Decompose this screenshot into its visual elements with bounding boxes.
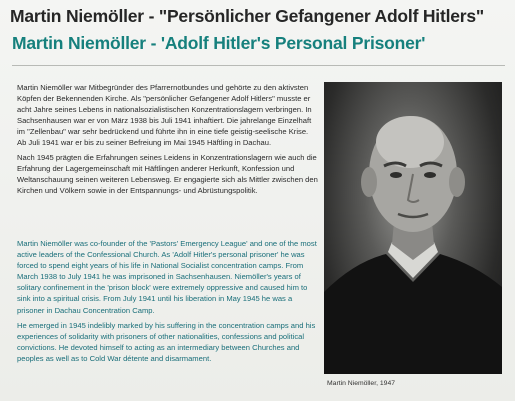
portrait-photo [324, 82, 502, 374]
german-paragraph-2: Nach 1945 prägten die Erfahrungen seines Leidens in Konzentrationslagern wie auch die Erfahrung der Lagergemeinschaft mit Häftlingen anderer Herkunft, Konfession und Weltanschauung seinen weiteren Lebensweg. Er engagierte sich als Mittler zwischen den Kirchen und Völkern sowie in der Entspannungs- und Abrüstungspolitik. [17, 153, 318, 195]
english-title: Martin Niemöller - 'Adolf Hitler's Personal Prisoner' [12, 33, 426, 53]
english-paragraph-1: Martin Niemöller was co-founder of the 'Pastors' Emergency League' and one of the most active leaders of the Confessional Church. As 'Adolf Hitler's personal prisoner' he was forced to spend eight years of his life in National Socialist concentration camps. From March 1938 to July 1941 he was imprisoned in Sachsenhausen. Niemöller's years of solitary confinement in the 'prison block' were extremely oppressive and caused him to sink into a spiritual crisis. From July 1941 until his liberation in May 1945 he was a prisoner in Dachau Concentration Camp. [17, 239, 317, 315]
german-title: Martin Niemöller - "Persönlicher Gefangener Adolf Hitlers" [10, 6, 485, 26]
english-paragraph-2: He emerged in 1945 indelibly marked by his suffering in the concentration camps and his experiences of solidarity with prisoners of other nationalities, confessions and political convictions. He devoted himself to acting as an intermediary between Churches and peoples as well as to Cold War détente and disarmament. [17, 320, 316, 363]
portrait-illustration [324, 82, 502, 374]
german-text-column [17, 82, 319, 200]
german-paragraph-1: Martin Niemöller war Mitbegründer des Pfarrernotbundes und gehörte zu den aktivsten Köpfen der Bekennenden Kirche. Als "persönlicher Gefangener Adolf Hitlers" musste er acht Jahre seines Lebens in nationalsozialistischen Konzentrationslagern verbringen. In Sachsenhausen war er von März 1938 bis Juli 1941 inhaftiert. Die jahrelange Einzelhaft im "Zellenbau" war sehr bedrückend und führte ihn in eine tiefe geistig-seelische Krise. Ab Juli 1941 war er bis zu seiner Befreiung im Mai 1945 Häftling in Dachau. [17, 83, 312, 147]
english-text-column [17, 238, 319, 368]
title-divider [12, 65, 505, 66]
photo-caption: Martin Niemöller, 1947 [327, 380, 395, 387]
